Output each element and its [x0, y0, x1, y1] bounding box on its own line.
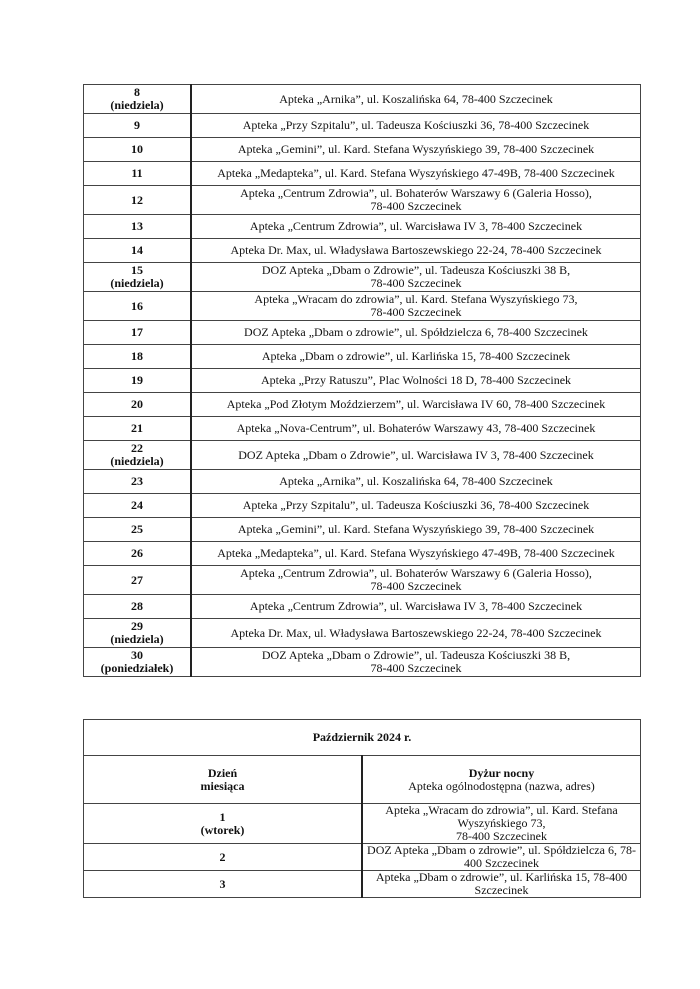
table-row	[84, 844, 641, 871]
pharmacy-line: Apteka „Arnika”, ul. Koszalińska 64, 78-400 Szczecinek	[279, 91, 553, 106]
pharmacy-cell	[191, 417, 641, 441]
pharmacy-line: 78-400 Szczecinek	[456, 829, 547, 843]
day-cell	[84, 619, 192, 648]
day-number: 16	[131, 298, 143, 313]
day-number: 18	[131, 349, 143, 363]
pharmacy-cell	[191, 441, 641, 470]
pharmacy-line: DOZ Apteka „Dbam o Zdrowie”, ul. Warcisława IV 3, 78-400 Szczecinek	[238, 447, 594, 462]
pharmacy-cell	[191, 542, 641, 566]
day-number: 29	[131, 619, 143, 633]
pharmacy-line: Apteka „Dbam o zdrowie”, ul. Karlińska 15, 78-400 Szczecinek	[261, 349, 571, 363]
pharmacy-cell	[362, 871, 641, 898]
day-number: 8	[134, 85, 140, 99]
table-row	[84, 494, 641, 518]
day-cell	[84, 441, 192, 470]
day-number: 13	[131, 219, 143, 233]
day-cell	[84, 321, 192, 345]
day-cell	[84, 186, 192, 215]
table-row	[84, 263, 641, 292]
table-row	[84, 871, 641, 898]
day-cell	[84, 215, 192, 239]
pharmacy-cell	[191, 619, 641, 648]
day-cell	[84, 494, 192, 518]
pharmacy-line: Apteka Dr. Max, ul. Władysława Bartoszewskiego 22-24, 78-400 Szczecinek	[230, 243, 602, 257]
table-row	[84, 114, 641, 138]
september-duty-table	[83, 84, 641, 677]
day-number: 26	[131, 546, 143, 560]
table-row	[84, 321, 641, 345]
table-row	[84, 393, 641, 417]
pharmacy-cell	[191, 494, 641, 518]
table-row	[84, 804, 641, 844]
table-row	[84, 215, 641, 239]
pharmacy-line: DOZ Apteka „Dbam o zdrowie”, ul. Spółdzielcza 6, 78-400 Szczecinek	[244, 325, 588, 339]
table-row	[84, 566, 641, 595]
pharmacy-line: Apteka „Gemini”, ul. Kard. Stefana Wyszyńskiego 39, 78-400 Szczecinek	[237, 522, 595, 536]
pharmacy-cell	[191, 393, 641, 417]
day-cell	[84, 162, 192, 186]
day-number: 17	[131, 325, 143, 339]
day-cell	[84, 292, 192, 321]
pharmacy-line: Apteka „Centrum Zdrowia”, ul. Bohaterów Warszawy 6 (Galeria Hosso),	[240, 566, 592, 580]
pharmacy-line: Apteka „Centrum Zdrowia”, ul. Bohaterów Warszawy 6 (Galeria Hosso),	[240, 186, 592, 200]
day-number: 2	[219, 849, 226, 864]
duty-column-header	[362, 756, 641, 804]
weekday-note: (niedziela)	[110, 454, 164, 468]
pharmacy-line: DOZ Apteka „Dbam o Zdrowie”, ul. Tadeusza Kościuszki 38 B,	[261, 648, 571, 662]
day-cell	[84, 85, 192, 114]
day-cell	[84, 345, 192, 369]
day-number: 25	[131, 522, 143, 536]
duty-header-subtitle: Apteka ogólnodostępna (nazwa, adres)	[408, 778, 595, 793]
october-duty-table-body	[84, 720, 641, 898]
pharmacy-line: Apteka „Centrum Zdrowia”, ul. Warcisława IV 3, 78-400 Szczecinek	[249, 599, 583, 613]
month-title: Październik 2024 r.	[84, 720, 641, 756]
day-cell	[84, 263, 192, 292]
pharmacy-line: 78-400 Szczecinek	[370, 579, 462, 593]
day-number: 21	[131, 421, 143, 435]
pharmacy-line: Apteka „Pod Złotym Moździerzem”, ul. Warcisława IV 60, 78-400 Szczecinek	[226, 397, 606, 411]
header-row	[84, 756, 641, 804]
pharmacy-line: 78-400 Szczecinek	[370, 661, 462, 675]
day-header-line1: Dzień	[207, 765, 238, 780]
day-number: 12	[131, 192, 143, 207]
day-number: 1	[219, 809, 226, 824]
september-duty-table-body	[84, 85, 641, 677]
pharmacy-line: Apteka „Medapteka”, ul. Kard. Stefana Wyszyńskiego 47-49B, 78-400 Szczecinek	[217, 546, 615, 560]
day-cell	[84, 566, 192, 595]
day-number: 19	[131, 373, 143, 387]
table-row	[84, 186, 641, 215]
pharmacy-line: Apteka „Wracam do zdrowia”, ul. Kard. Stefana Wyszyńskiego 73,	[254, 292, 578, 306]
pharmacy-cell	[191, 215, 641, 239]
table-row	[84, 345, 641, 369]
day-number: 20	[131, 397, 143, 411]
pharmacy-cell	[191, 595, 641, 619]
day-number: 27	[131, 572, 143, 587]
day-header-line2: miesiąca	[200, 778, 245, 793]
pharmacy-cell	[191, 518, 641, 542]
pharmacy-cell	[191, 239, 641, 263]
table-row	[84, 417, 641, 441]
pharmacy-line: Apteka „Przy Ratuszu”, Plac Wolności 18 D, 78-400 Szczecinek	[260, 373, 572, 387]
day-cell	[84, 114, 192, 138]
pharmacy-line: DOZ Apteka „Dbam o zdrowie”, ul. Spółdzielcza 6, 78-400 Szczecinek	[367, 843, 636, 870]
table-row	[84, 648, 641, 677]
pharmacy-cell	[191, 566, 641, 595]
day-number: 11	[131, 166, 143, 180]
month-title-row	[84, 720, 641, 756]
weekday-note: (niedziela)	[110, 632, 164, 646]
table-row	[84, 441, 641, 470]
pharmacy-cell	[191, 470, 641, 494]
pharmacy-cell	[191, 85, 641, 114]
pharmacy-line: 78-400 Szczecinek	[370, 276, 462, 290]
pharmacy-line: Apteka „Przy Szpitalu”, ul. Tadeusza Kościuszki 36, 78-400 Szczecinek	[242, 118, 590, 132]
day-cell	[84, 804, 363, 844]
day-cell	[84, 470, 192, 494]
weekday-note: (wtorek)	[200, 822, 245, 837]
day-cell	[84, 648, 192, 677]
pharmacy-line: Apteka „Dbam o zdrowie”, ul. Karlińska 15, 78-400 Szczecinek	[375, 870, 628, 897]
table-row	[84, 470, 641, 494]
day-cell	[84, 518, 192, 542]
day-cell	[84, 595, 192, 619]
pharmacy-cell	[191, 345, 641, 369]
pharmacy-line: Apteka „Przy Szpitalu”, ul. Tadeusza Kościuszki 36, 78-400 Szczecinek	[242, 498, 590, 512]
weekday-note: (poniedziałek)	[100, 661, 174, 675]
table-row	[84, 239, 641, 263]
table-row	[84, 619, 641, 648]
day-number: 24	[131, 498, 143, 512]
table-row	[84, 292, 641, 321]
day-column-header	[84, 756, 363, 804]
pharmacy-cell	[191, 114, 641, 138]
pharmacy-line: Apteka Dr. Max, ul. Władysława Bartoszewskiego 22-24, 78-400 Szczecinek	[230, 625, 602, 640]
table-row	[84, 542, 641, 566]
pharmacy-line: 78-400 Szczecinek	[370, 305, 462, 319]
pharmacy-line: Apteka „Centrum Zdrowia”, ul. Warcisława IV 3, 78-400 Szczecinek	[249, 219, 583, 233]
pharmacy-cell	[191, 162, 641, 186]
pharmacy-cell	[191, 263, 641, 292]
day-number: 22	[131, 441, 143, 455]
table-row	[84, 518, 641, 542]
day-number: 28	[131, 599, 143, 613]
weekday-note: (niedziela)	[110, 276, 164, 290]
day-number: 14	[131, 243, 143, 257]
table-row	[84, 595, 641, 619]
table-row	[84, 85, 641, 114]
day-cell	[84, 542, 192, 566]
pharmacy-line: Apteka „Nova-Centrum”, ul. Bohaterów Warszawy 43, 78-400 Szczecinek	[236, 421, 596, 435]
table-row	[84, 162, 641, 186]
pharmacy-line: 78-400 Szczecinek	[370, 199, 462, 213]
day-number: 23	[131, 474, 143, 488]
weekday-note: (niedziela)	[110, 98, 164, 112]
pharmacy-line: DOZ Apteka „Dbam o Zdrowie”, ul. Tadeusza Kościuszki 38 B,	[261, 263, 571, 277]
day-cell	[84, 239, 192, 263]
pharmacy-line: Apteka „Arnika”, ul. Koszalińska 64, 78-400 Szczecinek	[279, 474, 553, 488]
day-number: 30	[131, 648, 143, 662]
table-row	[84, 369, 641, 393]
pharmacy-line: Apteka „Wracam do zdrowia”, ul. Kard. Stefana Wyszyńskiego 73,	[385, 803, 618, 830]
pharmacy-line: Apteka „Medapteka”, ul. Kard. Stefana Wyszyńskiego 47-49B, 78-400 Szczecinek	[217, 166, 615, 180]
table-row	[84, 138, 641, 162]
day-number: 10	[131, 142, 143, 156]
day-cell	[84, 417, 192, 441]
day-cell	[84, 369, 192, 393]
day-cell	[84, 138, 192, 162]
day-number: 9	[134, 118, 140, 132]
pharmacy-cell	[191, 186, 641, 215]
pharmacy-cell	[362, 844, 641, 871]
pharmacy-cell	[191, 369, 641, 393]
october-duty-table	[83, 719, 641, 898]
pharmacy-cell	[191, 138, 641, 162]
day-cell	[84, 871, 363, 898]
pharmacy-cell	[362, 804, 641, 844]
pharmacy-cell	[191, 321, 641, 345]
day-cell	[84, 393, 192, 417]
day-number: 15	[131, 263, 143, 277]
duty-header-title: Dyżur nocny	[468, 765, 535, 780]
pharmacy-line: Apteka „Gemini”, ul. Kard. Stefana Wyszyńskiego 39, 78-400 Szczecinek	[237, 142, 595, 156]
day-cell	[84, 844, 363, 871]
pharmacy-cell	[191, 648, 641, 677]
pharmacy-cell	[191, 292, 641, 321]
day-number: 3	[219, 876, 226, 891]
